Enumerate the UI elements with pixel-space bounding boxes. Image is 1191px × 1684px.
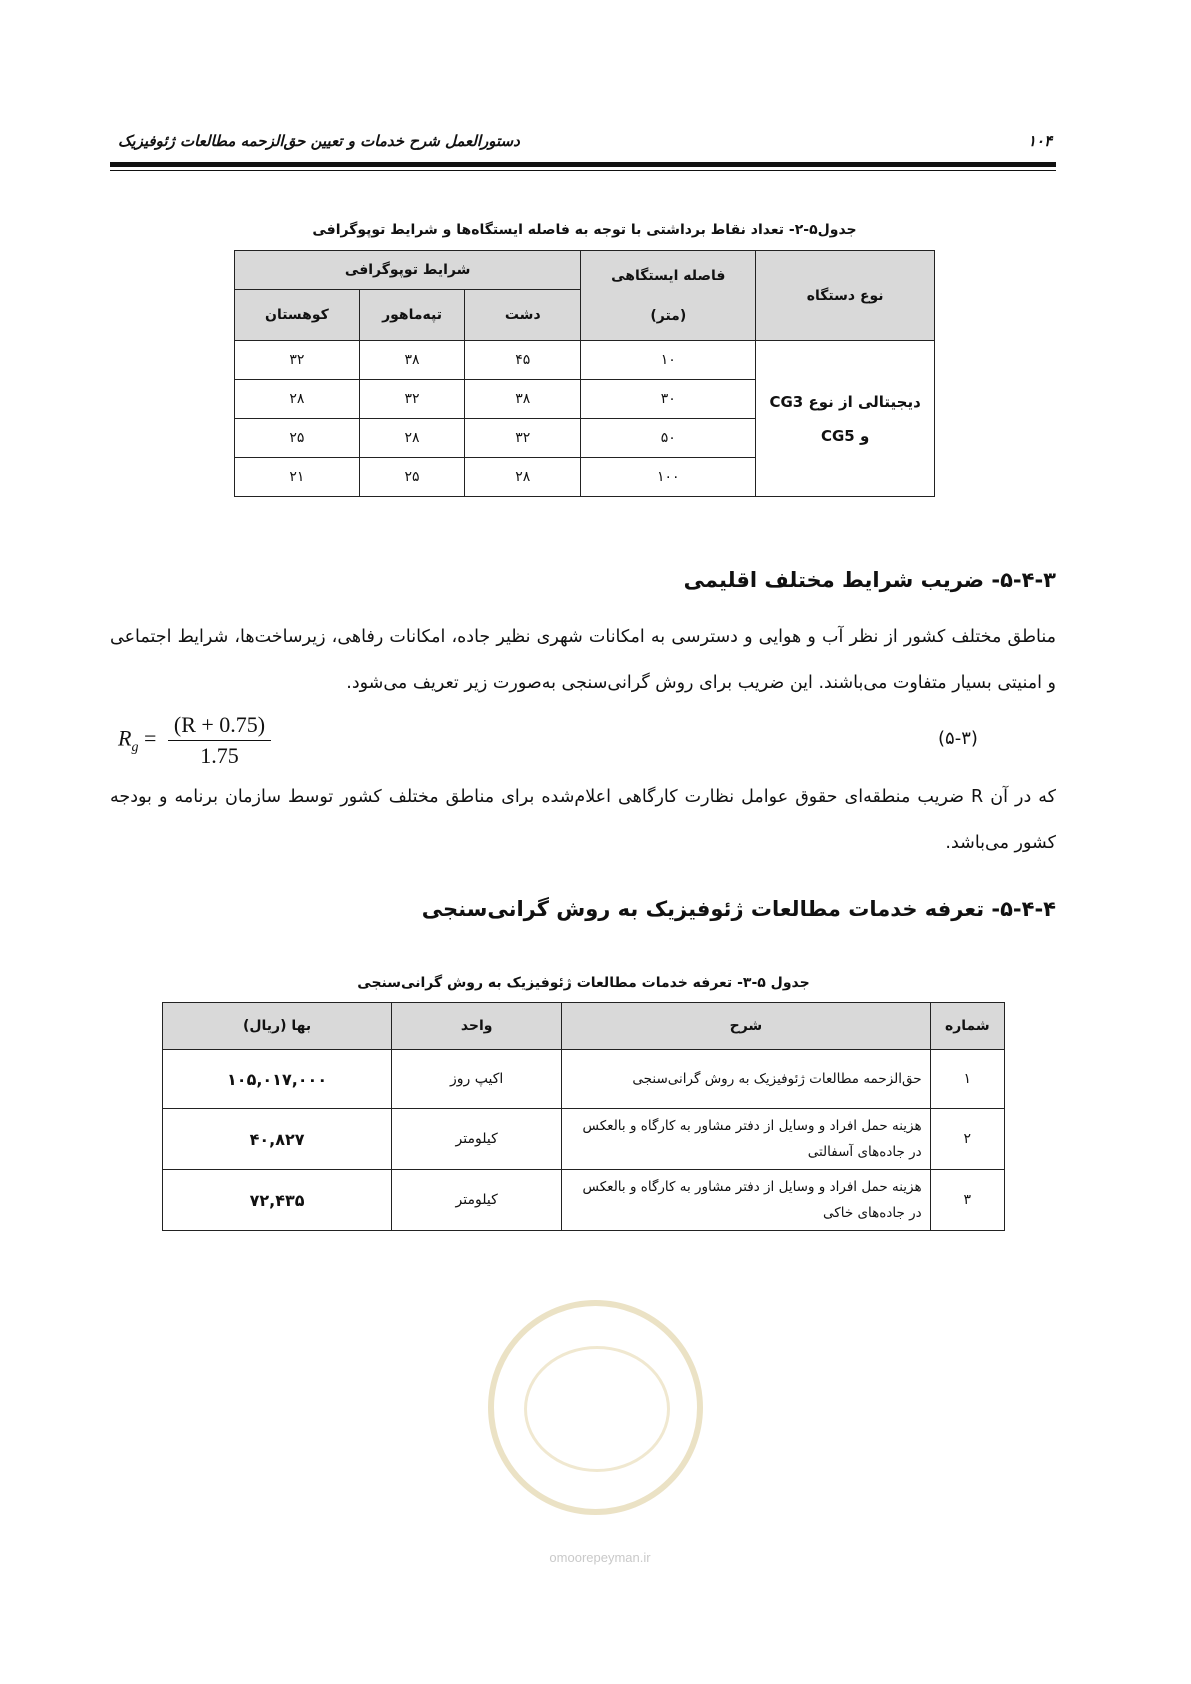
col-distance [581,251,756,341]
cell-distance: ۱۰۰ [581,458,756,497]
table1-caption: جدول۵-۲- تعداد نقاط برداشتی با توجه به فاصله ایستگاه‌ها و شرایط توپوگرافی [312,222,857,238]
cell-plain: ۳۲ [465,419,581,458]
page-number: ۱۰۴ [1027,132,1052,150]
header-rule-thin [110,170,1056,171]
cell-price: ۷۲,۴۳۵ [163,1170,392,1231]
table-row [235,341,935,380]
col-hilly: تپه‌ماهور [359,290,464,341]
col-distance-label: فاصله ایستگاهی [611,267,726,284]
page-header [110,128,1056,158]
table-row [163,1050,1005,1109]
formula-denominator: 1.75 [200,743,239,768]
col-device: نوع دستگاه [756,251,935,341]
col-number: شماره [930,1003,1004,1050]
cell-mountain: ۲۱ [235,458,360,497]
cell-description: هزینه حمل افراد و وسایل از دفتر مشاور به کارگاه و بالعکس در جاده‌های آسفالتی [562,1109,930,1170]
device-cell [756,341,935,497]
cell-description: حق‌الزحمه مطالعات ژئوفیزیک به روش گرانی‌سنجی [562,1050,930,1109]
cell-hilly: ۲۵ [359,458,464,497]
watermark-url: omoorepeyman.ir [549,1550,651,1565]
cell-mountain: ۲۸ [235,380,360,419]
cell-distance: ۱۰ [581,341,756,380]
cell-hilly: ۳۲ [359,380,464,419]
section-heading-climate: ۵-۴-۳- ضریب شرایط مختلف اقلیمی [683,568,1056,592]
paragraph-r-definition: که در آن R ضریب منطقه‌ای حقوق عوامل نظارت کارگاهی اعلام‌شده برای مناطق مختلف کشور توسط سازمان برنامه و بودجه کشور می‌باشد. [110,787,1057,853]
table2-caption: جدول ۵-۳- تعرفه خدمات مطالعات ژئوفیزیک به روش گرانی‌سنجی [357,975,810,991]
col-plain: دشت [465,290,581,341]
running-title: دستورالعمل شرح خدمات و تعیین حق‌الزحمه مطالعات ژئوفیزیک [118,132,520,150]
cell-unit: کیلومتر [392,1170,562,1231]
formula-lhs: R [118,725,132,751]
header-rule [110,162,1056,167]
device-line-1: دیجیتالی از نوع CG3 [769,392,921,411]
formula-rg: $R_g$ = $\frac{(R + 0.75)}{1.75}$ [118,712,271,769]
cell-number: ۱ [930,1050,1004,1109]
cell-number: ۲ [930,1109,1004,1170]
watermark-logo [488,1300,703,1515]
col-description: شرح [562,1003,930,1050]
stations-table [234,250,935,497]
cell-number: ۳ [930,1170,1004,1231]
formula-subscript: g [131,739,139,755]
tariff-table [162,1002,1005,1231]
cell-mountain: ۳۲ [235,341,360,380]
col-unit: واحد [392,1003,562,1050]
cell-plain: ۲۸ [465,458,581,497]
cell-distance: ۵۰ [581,419,756,458]
device-line-2: و CG5 [820,426,870,445]
cell-hilly: ۲۸ [359,419,464,458]
section-heading-tariff: ۵-۴-۴- تعرفه خدمات مطالعات ژئوفیزیک به روش گرانی‌سنجی [421,897,1056,921]
col-distance-unit: (متر) [650,307,687,324]
formula-numerator: (R + 0.75) [168,712,271,741]
cell-mountain: ۲۵ [235,419,360,458]
cell-hilly: ۳۸ [359,341,464,380]
paragraph-climate: مناطق مختلف کشور از نظر آب و هوایی و دسترسی به امکانات شهری نظیر جاده، امکانات رفاهی، زیرساخت‌ها، شرایط اجتماعی و امنیتی بسیار متفاوت می‌باشند. این ضریب برای روش گرانی‌سنجی به‌صورت زیر تعریف می‌شود. [110,627,1056,693]
cell-unit: اکیپ روز [392,1050,562,1109]
col-mountain: کوهستان [235,290,360,341]
table-row [163,1170,1005,1231]
col-price: بها (ریال) [163,1003,392,1050]
formula-fraction [168,712,271,769]
cell-plain: ۴۵ [465,341,581,380]
col-topography: شرایط توپوگرافی [235,251,581,290]
cell-price: ۱۰۵,۰۱۷,۰۰۰ [163,1050,392,1109]
cell-price: ۴۰,۸۲۷ [163,1109,392,1170]
cell-unit: کیلومتر [392,1109,562,1170]
cell-description: هزینه حمل افراد و وسایل از دفتر مشاور به کارگاه و بالعکس در جاده‌های خاکی [562,1170,930,1231]
table-row [163,1109,1005,1170]
cell-plain: ۳۸ [465,380,581,419]
watermark-gear-icon [524,1346,670,1472]
equation-number: (۵-۳) [938,728,978,749]
cell-distance: ۳۰ [581,380,756,419]
